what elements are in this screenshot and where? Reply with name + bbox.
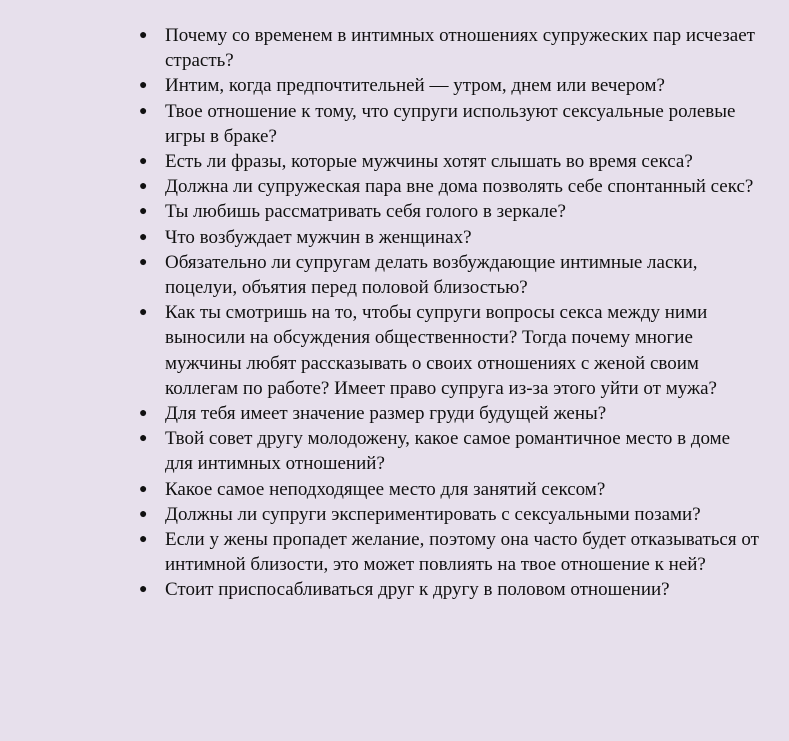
list-item (139, 477, 759, 502)
list-item (139, 23, 759, 73)
bullet-icon: ● (139, 28, 148, 43)
question-text: Твое отношение к тому, что супруги используют сексуальные ролевые игры в браке? (165, 100, 736, 147)
question-text: Твой совет другу молодожену, какое самое романтичное место в доме для интимных отношений? (165, 428, 731, 475)
bullet-icon: ● (139, 431, 148, 447)
list-item (139, 426, 759, 476)
list-item (139, 225, 759, 250)
question-text: Какое самое неподходящее место для занятий сексом? (165, 478, 606, 500)
bullet-icon: ● (139, 254, 148, 270)
question-text: Обязательно ли супругам делать возбуждающие интимные ласки, поцелуи, объятия перед половой близостью? (165, 251, 698, 299)
list-item (139, 174, 759, 199)
bullet-icon: ● (139, 204, 148, 220)
question-text: Что возбуждает мужчин в женщинах? (165, 226, 472, 248)
list-item (139, 149, 759, 174)
question-text: Как ты смотришь на то, чтобы супруги вопросы секса между ними выносили на обсуждения общественности? Тогда почему многие мужчины любят рассказывать о своих отношениях с женой своим коллегам по работе? Имеет право супруга из-за этого уйти от мужа? (165, 302, 717, 399)
list-item (139, 401, 759, 426)
list-item (139, 250, 759, 300)
bullet-icon: ● (139, 406, 148, 422)
bullet-icon: ● (139, 582, 148, 598)
bullet-icon: ● (139, 103, 148, 119)
bullet-icon: ● (139, 305, 148, 321)
question-text: Должны ли супруги экспериментировать с сексуальными позами? (165, 503, 701, 525)
question-text: Для тебя имеет значение размер груди будущей жены? (165, 403, 607, 425)
list-item (139, 199, 759, 224)
list-item (139, 577, 759, 602)
list-item (139, 99, 759, 149)
bullet-icon: ● (139, 154, 148, 170)
list-item (139, 527, 759, 577)
question-text: Должна ли супружеская пара вне дома позволять себе спонтанный секс? (165, 176, 754, 198)
question-text: Почему со временем в интимных отношениях супружеских пар исчезает страсть? (165, 25, 755, 72)
list-item (139, 73, 759, 98)
question-list (139, 23, 759, 603)
list-item (139, 300, 759, 401)
bullet-icon: ● (139, 481, 148, 497)
question-text: Ты любишь рассматривать себя голого в зеркале? (165, 201, 566, 223)
bullet-icon: ● (139, 179, 148, 195)
question-text: Интим, когда предпочтительней — утром, днем или вечером? (165, 75, 665, 97)
list-item (139, 502, 759, 527)
bullet-icon: ● (139, 229, 148, 245)
question-text: Стоит приспосабливаться друг к другу в половом отношении? (165, 579, 670, 601)
question-text: Если у жены пропадет желание, поэтому она часто будет отказываться от интимной близости, это может повлиять на твое отношение к ней? (165, 529, 759, 576)
bullet-icon: ● (139, 78, 148, 94)
bullet-icon: ● (139, 532, 148, 548)
bullet-icon: ● (139, 506, 148, 522)
question-text: Есть ли фразы, которые мужчины хотят слышать во время секса? (165, 151, 693, 173)
